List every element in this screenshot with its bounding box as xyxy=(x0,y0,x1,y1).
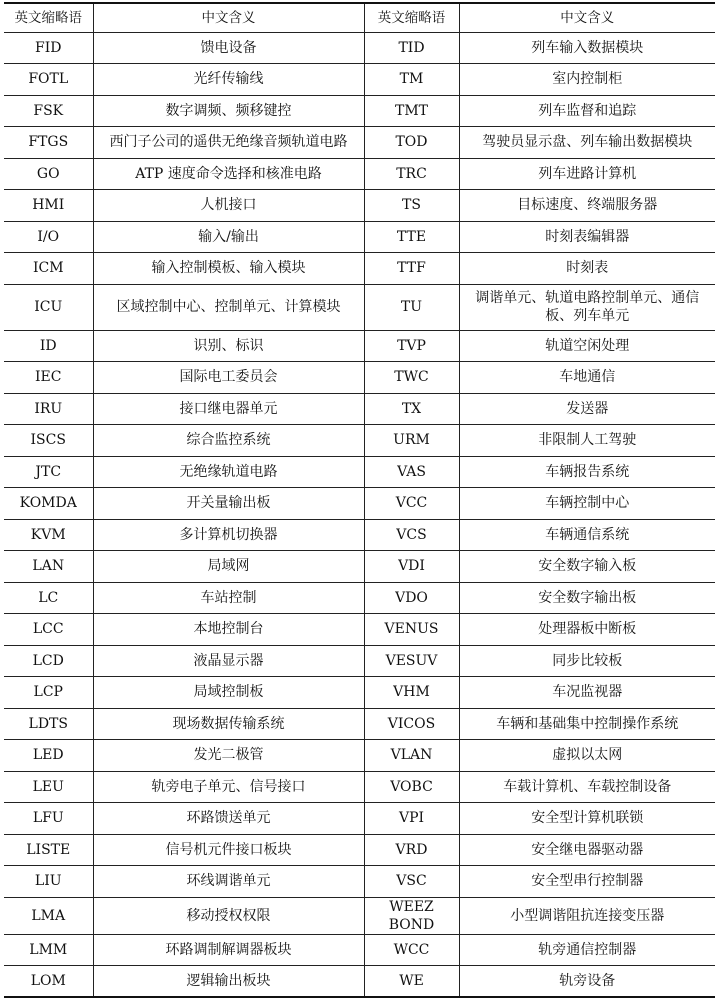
meaning-left-cell: 轨旁电子单元、信号接口 xyxy=(93,771,364,803)
abbrev-left-cell: FOTL xyxy=(4,64,93,96)
meaning-right-cell: 列车监督和追踪 xyxy=(459,95,715,127)
abbrev-left-cell: I/O xyxy=(4,221,93,253)
meaning-left-cell: 环线调谐单元 xyxy=(93,866,364,898)
abbrev-left-cell: KVM xyxy=(4,519,93,551)
abbrev-left-cell: LAN xyxy=(4,551,93,583)
table-row xyxy=(4,95,715,127)
meaning-left-cell: 西门子公司的遥供无绝缘音频轨道电路 xyxy=(93,127,364,159)
meaning-right-cell: 安全型计算机联锁 xyxy=(459,803,715,835)
abbrev-left-cell: LCD xyxy=(4,645,93,677)
header-row xyxy=(4,3,715,32)
table-row xyxy=(4,456,715,488)
abbrev-left-cell: ID xyxy=(4,330,93,362)
abbrev-left-cell: GO xyxy=(4,158,93,190)
meaning-right-cell: 车辆控制中心 xyxy=(459,488,715,520)
table-row xyxy=(4,330,715,362)
abbrev-left-cell: HMI xyxy=(4,190,93,222)
table-row xyxy=(4,803,715,835)
abbrev-left-cell: LMM xyxy=(4,934,93,966)
abbrev-right-cell: TRC xyxy=(364,158,459,190)
abbrev-right-cell: VICOS xyxy=(364,708,459,740)
abbrev-left-cell: IEC xyxy=(4,362,93,394)
meaning-left-cell: ATP 速度命令选择和核准电路 xyxy=(93,158,364,190)
table-row xyxy=(4,519,715,551)
abbrev-left-cell: LOM xyxy=(4,966,93,998)
abbrev-right-cell: VESUV xyxy=(364,645,459,677)
abbrev-left-cell: ISCS xyxy=(4,425,93,457)
table-row xyxy=(4,645,715,677)
meaning-right-cell: 目标速度、终端服务器 xyxy=(459,190,715,222)
abbrev-left-cell: ICM xyxy=(4,253,93,285)
abbrev-left-cell: LEU xyxy=(4,771,93,803)
table-row xyxy=(4,866,715,898)
abbrev-right-cell: WCC xyxy=(364,934,459,966)
table-row xyxy=(4,425,715,457)
abbrev-left-cell: FID xyxy=(4,32,93,64)
abbrev-left-cell: ICU xyxy=(4,284,93,330)
abbrev-left-cell: KOMDA xyxy=(4,488,93,520)
meaning-right-cell: 发送器 xyxy=(459,393,715,425)
table-row xyxy=(4,771,715,803)
header-meaning-left: 中文含义 xyxy=(93,3,364,32)
abbrev-right-cell: VAS xyxy=(364,456,459,488)
table-row xyxy=(4,253,715,285)
meaning-right-cell: 列车进路计算机 xyxy=(459,158,715,190)
abbrev-right-cell: TWC xyxy=(364,362,459,394)
abbrev-right-cell: VDO xyxy=(364,582,459,614)
meaning-right-cell: 列车输入数据模块 xyxy=(459,32,715,64)
table-body xyxy=(4,32,715,997)
abbrev-right-cell: VPI xyxy=(364,803,459,835)
meaning-right-cell: 虚拟以太网 xyxy=(459,740,715,772)
meaning-left-cell: 移动授权权限 xyxy=(93,897,364,934)
abbrev-right-cell: VCC xyxy=(364,488,459,520)
abbrev-right-cell: TID xyxy=(364,32,459,64)
meaning-left-cell: 国际电工委员会 xyxy=(93,362,364,394)
meaning-right-cell: 时刻表 xyxy=(459,253,715,285)
meaning-right-cell: 小型调谐阻抗连接变压器 xyxy=(459,897,715,934)
table-row xyxy=(4,966,715,998)
abbrev-right-cell: TTF xyxy=(364,253,459,285)
header-abbrev-left: 英文缩略语 xyxy=(4,3,93,32)
table-row xyxy=(4,934,715,966)
abbrev-right-cell: VSC xyxy=(364,866,459,898)
abbrev-right-cell: VOBC xyxy=(364,771,459,803)
table-row xyxy=(4,582,715,614)
abbrev-right-cell: TVP xyxy=(364,330,459,362)
meaning-left-cell: 人机接口 xyxy=(93,190,364,222)
table-row xyxy=(4,551,715,583)
meaning-left-cell: 输入控制模板、输入模块 xyxy=(93,253,364,285)
meaning-left-cell: 开关量输出板 xyxy=(93,488,364,520)
table-row xyxy=(4,834,715,866)
meaning-right-cell: 车辆和基础集中控制操作系统 xyxy=(459,708,715,740)
meaning-right-cell: 非限制人工驾驶 xyxy=(459,425,715,457)
meaning-left-cell: 综合监控系统 xyxy=(93,425,364,457)
meaning-right-cell: 安全数字输出板 xyxy=(459,582,715,614)
meaning-left-cell: 接口继电器单元 xyxy=(93,393,364,425)
meaning-left-cell: 区域控制中心、控制单元、计算模块 xyxy=(93,284,364,330)
table-row xyxy=(4,897,715,934)
meaning-left-cell: 发光二极管 xyxy=(93,740,364,772)
abbrev-right-cell: TX xyxy=(364,393,459,425)
meaning-left-cell: 数字调频、频移键控 xyxy=(93,95,364,127)
abbrev-right-cell: WE xyxy=(364,966,459,998)
meaning-right-cell: 安全继电器驱动器 xyxy=(459,834,715,866)
abbrev-right-cell: VDI xyxy=(364,551,459,583)
abbrev-left-cell: FTGS xyxy=(4,127,93,159)
meaning-left-cell: 液晶显示器 xyxy=(93,645,364,677)
header-meaning-right: 中文含义 xyxy=(459,3,715,32)
abbrev-right-cell: TMT xyxy=(364,95,459,127)
meaning-right-cell: 轨道空闲处理 xyxy=(459,330,715,362)
meaning-left-cell: 局域网 xyxy=(93,551,364,583)
meaning-left-cell: 环路调制解调器板块 xyxy=(93,934,364,966)
abbrev-left-cell: FSK xyxy=(4,95,93,127)
meaning-right-cell: 室内控制柜 xyxy=(459,64,715,96)
abbreviation-table xyxy=(4,2,715,998)
table-row xyxy=(4,127,715,159)
abbrev-left-cell: LCC xyxy=(4,614,93,646)
abbrev-right-cell: TOD xyxy=(364,127,459,159)
table-row xyxy=(4,488,715,520)
abbrev-left-cell: LIU xyxy=(4,866,93,898)
meaning-right-cell: 轨旁设备 xyxy=(459,966,715,998)
table-row xyxy=(4,158,715,190)
meaning-right-cell: 驾驶员显示盘、列车输出数据模块 xyxy=(459,127,715,159)
abbrev-left-cell: LISTE xyxy=(4,834,93,866)
abbrev-right-cell: VHM xyxy=(364,677,459,709)
meaning-right-cell: 车况监视器 xyxy=(459,677,715,709)
meaning-left-cell: 环路馈送单元 xyxy=(93,803,364,835)
meaning-right-cell: 车地通信 xyxy=(459,362,715,394)
header-abbrev-right: 英文缩略语 xyxy=(364,3,459,32)
table-row xyxy=(4,393,715,425)
meaning-left-cell: 输入/输出 xyxy=(93,221,364,253)
abbrev-left-cell: LDTS xyxy=(4,708,93,740)
abbrev-right-cell: TU xyxy=(364,284,459,330)
abbrev-left-cell: LCP xyxy=(4,677,93,709)
abbrev-right-cell: WEEZ BOND xyxy=(364,897,459,934)
meaning-right-cell: 车辆通信系统 xyxy=(459,519,715,551)
meaning-left-cell: 本地控制台 xyxy=(93,614,364,646)
abbrev-left-cell: LFU xyxy=(4,803,93,835)
abbrev-right-cell: TS xyxy=(364,190,459,222)
abbrev-right-cell: TTE xyxy=(364,221,459,253)
meaning-left-cell: 多计算机切换器 xyxy=(93,519,364,551)
meaning-right-cell: 时刻表编辑器 xyxy=(459,221,715,253)
meaning-right-cell: 处理器板中断板 xyxy=(459,614,715,646)
table-row xyxy=(4,708,715,740)
abbrev-right-cell: TM xyxy=(364,64,459,96)
meaning-right-cell: 车辆报告系统 xyxy=(459,456,715,488)
table-row xyxy=(4,32,715,64)
abbrev-left-cell: LC xyxy=(4,582,93,614)
table-row xyxy=(4,221,715,253)
table-row xyxy=(4,190,715,222)
table-row xyxy=(4,64,715,96)
meaning-right-cell: 车载计算机、车载控制设备 xyxy=(459,771,715,803)
abbrev-right-cell: VCS xyxy=(364,519,459,551)
meaning-left-cell: 信号机元件接口板块 xyxy=(93,834,364,866)
abbrev-left-cell: LMA xyxy=(4,897,93,934)
meaning-left-cell: 馈电设备 xyxy=(93,32,364,64)
meaning-left-cell: 现场数据传输系统 xyxy=(93,708,364,740)
table-row xyxy=(4,677,715,709)
meaning-left-cell: 光纤传输线 xyxy=(93,64,364,96)
table-row xyxy=(4,740,715,772)
table-row xyxy=(4,284,715,330)
meaning-right-cell: 轨旁通信控制器 xyxy=(459,934,715,966)
meaning-left-cell: 局域控制板 xyxy=(93,677,364,709)
meaning-right-cell: 安全型串行控制器 xyxy=(459,866,715,898)
abbrev-right-cell: VRD xyxy=(364,834,459,866)
meaning-left-cell: 车站控制 xyxy=(93,582,364,614)
meaning-right-cell: 安全数字输入板 xyxy=(459,551,715,583)
meaning-left-cell: 逻辑输出板块 xyxy=(93,966,364,998)
table-row xyxy=(4,614,715,646)
meaning-left-cell: 无绝缘轨道电路 xyxy=(93,456,364,488)
meaning-left-cell: 识别、标识 xyxy=(93,330,364,362)
abbrev-right-cell: URM xyxy=(364,425,459,457)
abbrev-left-cell: JTC xyxy=(4,456,93,488)
meaning-right-cell: 同步比较板 xyxy=(459,645,715,677)
meaning-right-cell: 调谐单元、轨道电路控制单元、通信板、列车单元 xyxy=(459,284,715,330)
table-row xyxy=(4,362,715,394)
abbrev-left-cell: LED xyxy=(4,740,93,772)
abbrev-right-cell: VLAN xyxy=(364,740,459,772)
abbrev-left-cell: IRU xyxy=(4,393,93,425)
abbrev-right-cell: VENUS xyxy=(364,614,459,646)
